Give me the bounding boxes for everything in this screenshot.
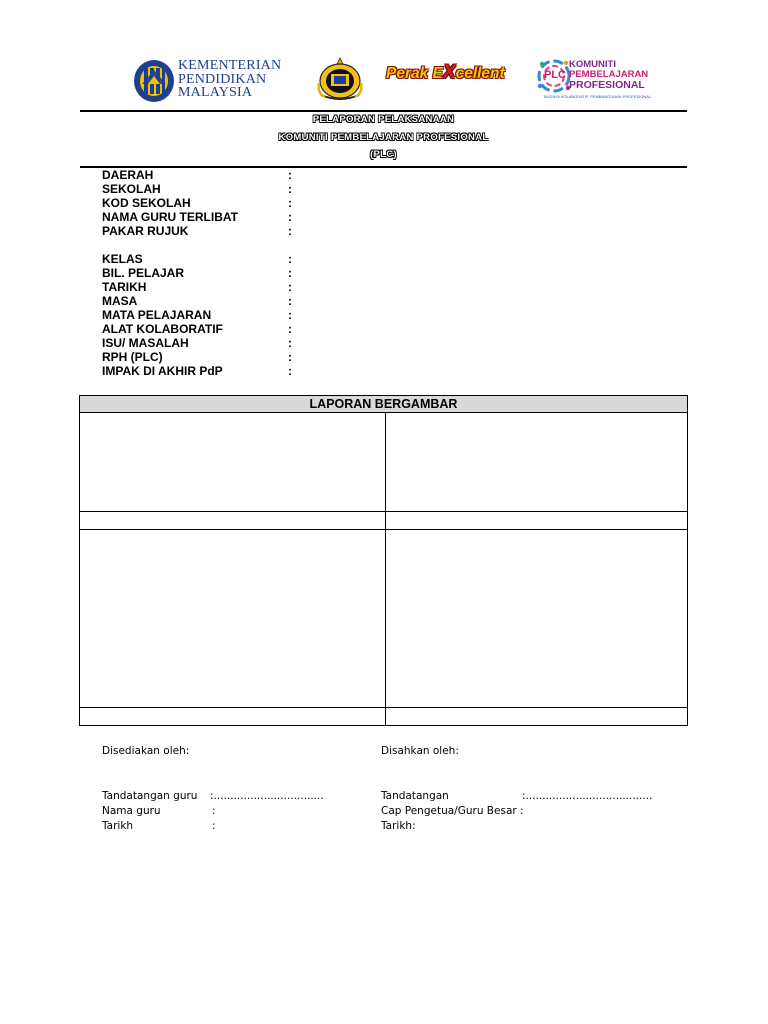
field-label-rph: RPH (PLC) bbox=[102, 350, 163, 364]
principal-date-label: Tarikh: bbox=[381, 820, 416, 832]
field-colon: : bbox=[288, 364, 292, 378]
plc-line2: PEMBELAJARAN bbox=[569, 69, 649, 80]
principal-signature-label: Tandatangan bbox=[381, 790, 449, 802]
principal-stamp-label: Cap Pengetua/Guru Besar : bbox=[381, 805, 524, 817]
teacher-date-label: Tarikh bbox=[102, 820, 134, 832]
field-label-masa: MASA bbox=[102, 294, 138, 308]
caption-cell-4[interactable] bbox=[385, 707, 688, 725]
teacher-name-label: Nama guru bbox=[102, 805, 161, 817]
header-title-line3: (PLC) bbox=[370, 149, 397, 160]
field-label-bil-pelajar: BIL. PELAJAR bbox=[102, 266, 185, 280]
field-colon: : bbox=[288, 224, 292, 238]
caption-cell-1[interactable] bbox=[80, 511, 386, 530]
field-colon: : bbox=[288, 280, 292, 294]
field-colon: : bbox=[288, 210, 292, 224]
field-label-pakar-rujuk: PAKAR RUJUK bbox=[102, 224, 189, 238]
prepared-by-heading: Disediakan oleh: bbox=[102, 745, 190, 757]
field-colon: : bbox=[288, 350, 292, 364]
teacher-signature-label: Tandatangan guru bbox=[102, 790, 198, 802]
kpm-line1: KEMENTERIAN bbox=[178, 58, 282, 73]
kpm-logo bbox=[133, 58, 283, 106]
caption-cell-3[interactable] bbox=[80, 707, 386, 725]
field-label-mata-pelajaran: MATA PELAJARAN bbox=[102, 308, 212, 322]
field-label-isu-masalah: ISU/ MASALAH bbox=[102, 336, 189, 350]
plc-logo bbox=[536, 56, 652, 102]
field-colon: : bbox=[288, 168, 292, 182]
jpn-crest-icon bbox=[311, 55, 369, 103]
jpn-perak-logo bbox=[311, 55, 369, 103]
verified-by-heading: Disahkan oleh: bbox=[381, 745, 459, 757]
field-label-kelas: KELAS bbox=[102, 252, 143, 266]
photo-report-title: LAPORAN BERGAMBAR bbox=[80, 396, 687, 413]
principal-signature-field[interactable]: :...................................... bbox=[522, 790, 653, 802]
field-label-sekolah: SEKOLAH bbox=[102, 182, 161, 196]
kpm-line3: MALAYSIA bbox=[178, 85, 253, 100]
field-label-nama-guru: NAMA GURU TERLIBAT bbox=[102, 210, 238, 224]
plc-line1: KOMUNITI bbox=[569, 59, 616, 70]
perak-logo-x: X bbox=[442, 62, 456, 83]
photo-cell-2[interactable] bbox=[385, 413, 688, 512]
perak-logo-part3: cellent bbox=[455, 65, 505, 82]
photo-cell-3[interactable] bbox=[80, 529, 386, 708]
field-label-tarikh: TARIKH bbox=[102, 280, 147, 294]
field-colon: : bbox=[288, 336, 292, 350]
teacher-date-field[interactable]: : bbox=[212, 820, 216, 832]
teacher-signature-field[interactable]: :................................. bbox=[210, 790, 324, 802]
field-label-alat-kolaboratif: ALAT KOLABORATIF bbox=[102, 322, 223, 336]
plc-line3: PROFESIONAL bbox=[569, 79, 645, 91]
photo-report-table bbox=[79, 395, 688, 726]
field-label-kod-sekolah: KOD SEKOLAH bbox=[102, 196, 191, 210]
perak-excellent-logo bbox=[386, 62, 510, 88]
plc-tagline: BUDAYA KOLABORATIF, PEMBANGUNAN PROFESIONAL bbox=[544, 94, 652, 99]
kpm-emblem-icon bbox=[133, 58, 177, 104]
field-colon: : bbox=[288, 182, 292, 196]
plc-badge: PLC bbox=[544, 69, 566, 81]
field-label-daerah: DAERAH bbox=[102, 168, 154, 182]
photo-cell-4[interactable] bbox=[385, 529, 688, 708]
kpm-line2: PENDIDIKAN bbox=[178, 71, 267, 87]
field-colon: : bbox=[288, 322, 292, 336]
field-colon: : bbox=[288, 196, 292, 210]
header-top-rule bbox=[80, 110, 687, 112]
header-title-line2: KOMUNITI PEMBELAJARAN PROFESIONAL bbox=[278, 132, 489, 143]
header-title-line1: PELAPORAN PELAKSANAAN bbox=[312, 114, 455, 125]
photo-cell-1[interactable] bbox=[80, 413, 386, 512]
field-label-impak: IMPAK DI AKHIR PdP bbox=[102, 364, 223, 378]
field-colon: : bbox=[288, 308, 292, 322]
field-colon: : bbox=[288, 266, 292, 280]
perak-logo-part1: Perak E bbox=[386, 65, 443, 82]
field-colon: : bbox=[288, 294, 292, 308]
caption-cell-2[interactable] bbox=[385, 511, 688, 530]
header-bottom-rule bbox=[80, 166, 687, 168]
teacher-name-field[interactable]: : bbox=[212, 805, 216, 817]
field-colon: : bbox=[288, 252, 292, 266]
